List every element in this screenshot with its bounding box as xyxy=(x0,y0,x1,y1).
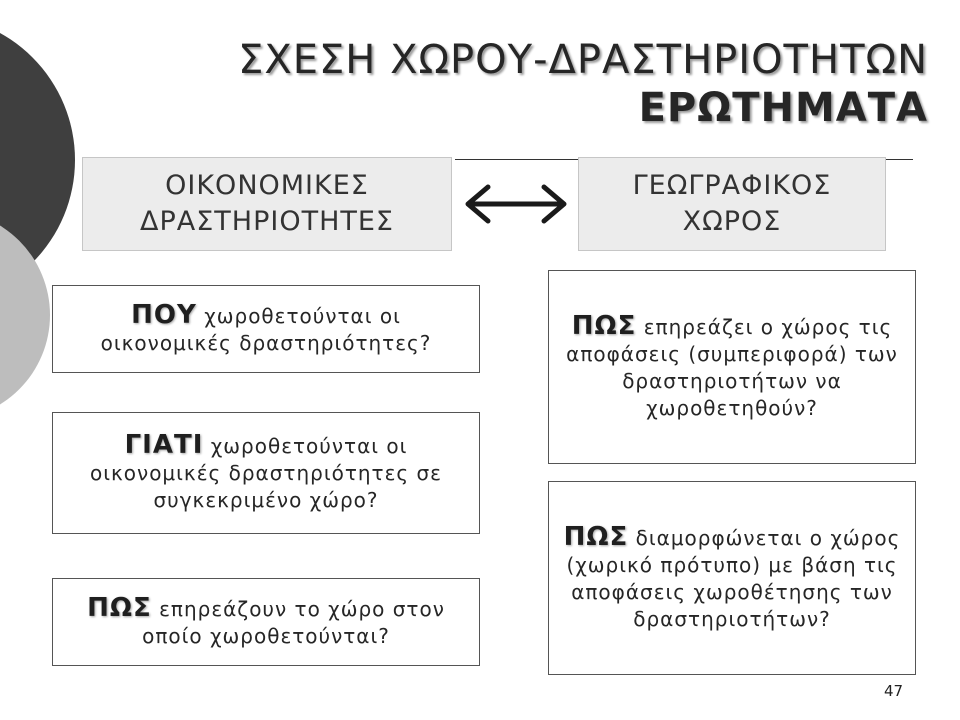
title-line-1: ΣΧΕΣΗ ΧΩΡΟΥ-ΔΡΑΣΤΗΡΙΟΤΗΤΩΝ xyxy=(238,37,928,83)
question-how-space-shaped-content xyxy=(559,521,905,633)
double-arrow-icon xyxy=(460,182,572,226)
question-where-keyword: ΠΟΥ xyxy=(131,299,197,330)
question-where-text: χωροθετούνται οι οικονομικές δραστηριότητες? xyxy=(100,303,432,355)
question-how-space-affects-keyword: ΠΩΣ xyxy=(571,310,637,341)
title-line-2: ΕΡΩΤΗΜΑΤΑ xyxy=(638,85,928,131)
question-why-text: χωροθετούνται οι οικονομικές δραστηριότητες σε συγκεκριμένο χώρο? xyxy=(90,434,442,512)
question-how-space-shaped-text: διαμορφώνεται ο χώρος (χωρικό πρότυπο) με βάση τις αποφάσεις χωροθέτησης των δραστηριοτήτων? xyxy=(566,525,901,631)
geographic-space-box xyxy=(578,157,886,251)
slide-title xyxy=(238,36,928,132)
economic-activities-box xyxy=(82,157,452,251)
question-how-space-shaped-box xyxy=(548,481,916,675)
question-how-space-affects-content xyxy=(559,310,905,422)
question-how-space-shaped-keyword: ΠΩΣ xyxy=(563,521,629,552)
geographic-space-label: ΓΕΩΓΡΑΦΙΚΟΣ ΧΩΡΟΣ xyxy=(632,170,832,237)
question-how-space-affects-text: επηρεάζει ο χώρος τις αποφάσεις (συμπεριφορά) των δραστηριοτήτων να χωροθετηθούν? xyxy=(566,314,898,420)
question-why-content xyxy=(63,432,469,514)
question-how-space-affects-box xyxy=(548,270,916,464)
question-how-affect-space-box xyxy=(52,578,480,666)
question-how-affect-space-text: επηρεάζουν το χώρο στον οποίο χωροθετούνται? xyxy=(142,596,445,648)
question-why-keyword: ΓΙΑΤΙ xyxy=(124,430,204,460)
question-where-box xyxy=(52,285,480,373)
page-number: 47 xyxy=(884,682,904,700)
question-why-box xyxy=(52,412,480,534)
question-how-affect-space-keyword: ΠΩΣ xyxy=(87,592,152,623)
question-how-affect-space-content xyxy=(63,592,469,650)
economic-activities-label: ΟΙΚΟΝΟΜΙΚΕΣ ΔΡΑΣΤΗΡΙΟΤΗΤΕΣ xyxy=(140,170,394,237)
question-where-content xyxy=(63,299,469,357)
